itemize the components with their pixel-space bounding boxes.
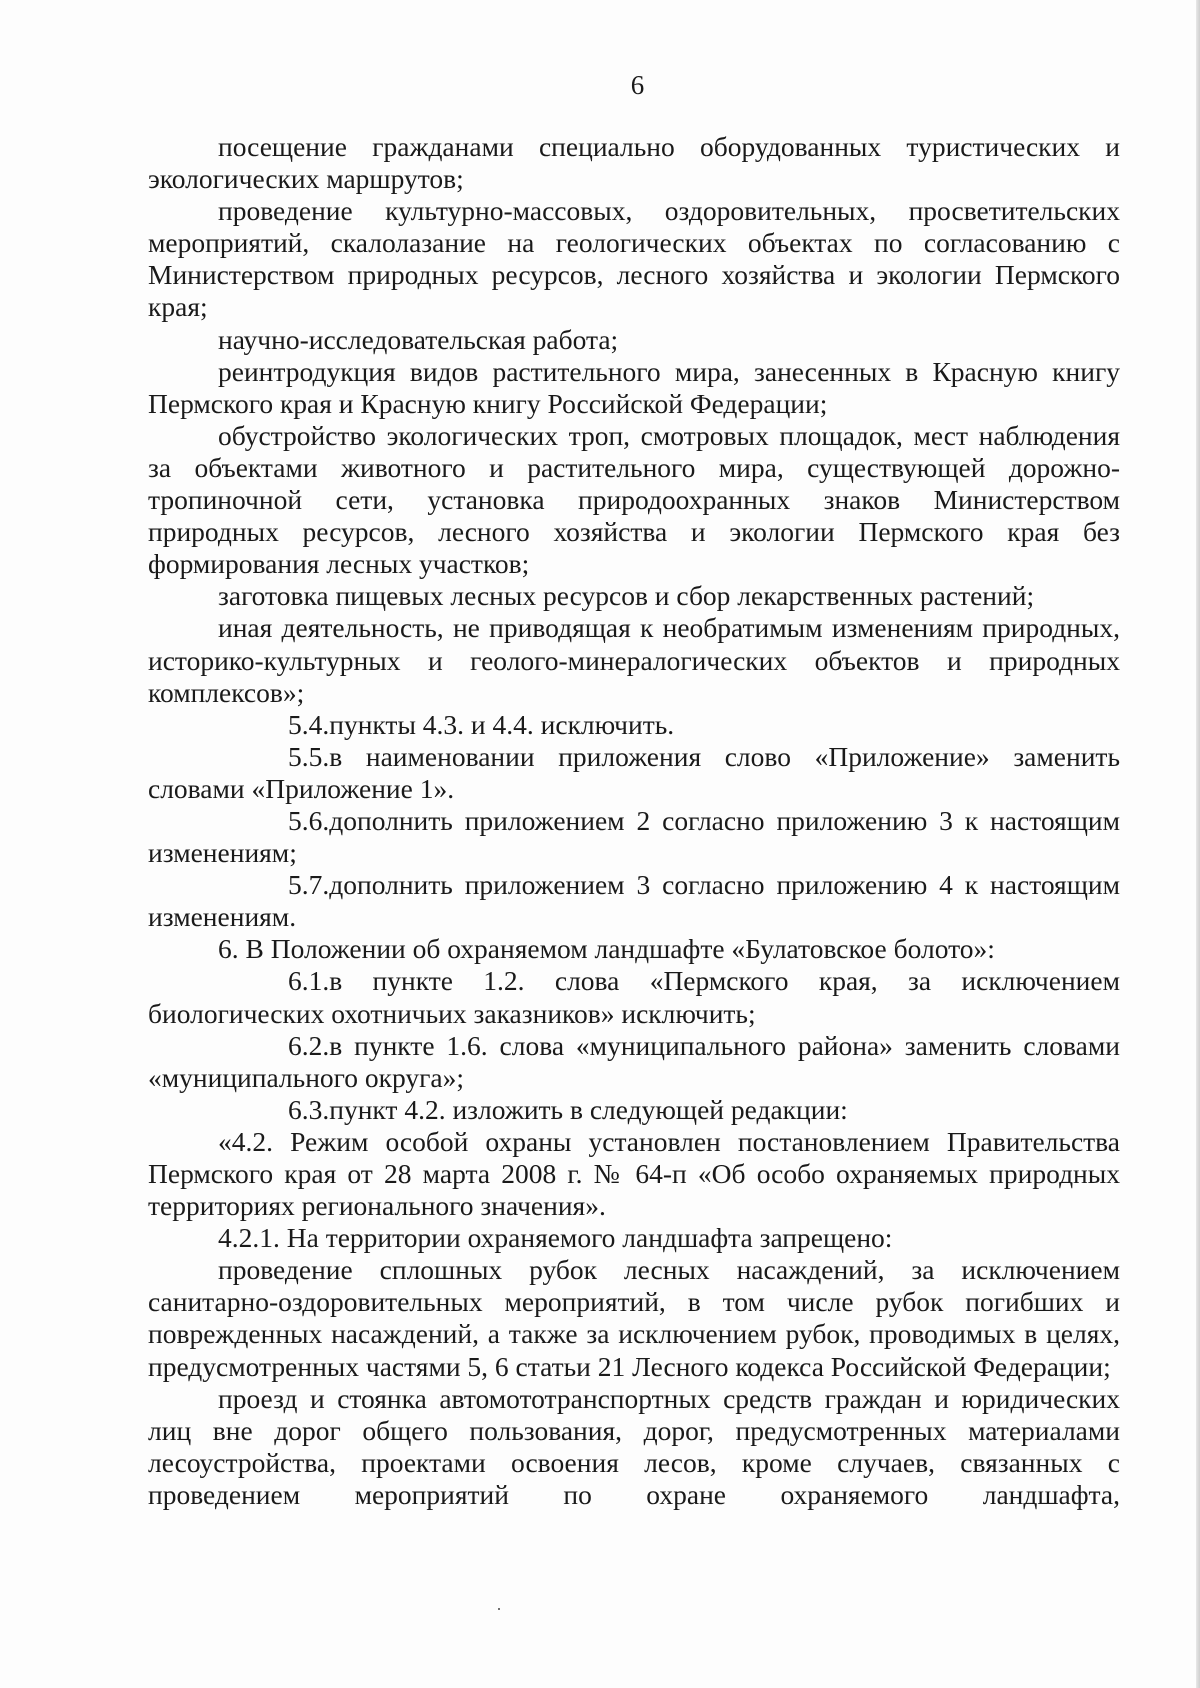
paragraph-number: 5.4. — [288, 708, 330, 740]
paragraph-text: посещение гражданами специально оборудованных туристических и экологических маршрутов; — [148, 131, 1120, 195]
paragraph-text: в наименовании приложения слово «Приложение» заменить словами «Приложение 1». — [148, 740, 1120, 804]
paragraph-text: проведение сплошных рубок лесных насаждений, за исключением санитарно-оздоровительных мероприятий, в том числе рубок погибших и поврежденных насаждений, а также за исключением рубок, проводимых в целях, предусмотренных частями 5, 6 статьи 21 Лесного кодекса Российской Федерации; — [148, 1254, 1120, 1382]
paragraph-number: 6.1. — [288, 965, 330, 997]
paragraph — [148, 195, 1120, 323]
paragraph-text: дополнить приложением 2 согласно приложению 3 к настоящим изменениям; — [148, 804, 1120, 869]
paragraph — [148, 1254, 1120, 1382]
paragraph-text: научно-исследовательская работа; — [218, 323, 619, 355]
paragraph-text: проведение культурно-массовых, оздоровительных, просветительских мероприятий, скалолазание на геологических объектах по согласованию с Министерством природных ресурсов, лесного хозяйства и экологии Пермского края; — [148, 195, 1120, 323]
paragraph — [148, 131, 1120, 195]
paragraph-number: 5.6. — [288, 804, 330, 836]
paragraph-text: заготовка пищевых лесных ресурсов и сбор лекарственных растений; — [218, 580, 1035, 612]
paragraph — [148, 356, 1120, 420]
paragraph — [148, 612, 1120, 708]
paragraph-text: проезд и стоянка автомототранспортных средств граждан и юридических лиц вне дорог общего пользования, дорог, предусмотренных материалами лесоустройства, проектами освоения лесов, кроме случаев, связанных с проведением мероприятий по охране охраняемого ландшафта, — [148, 1382, 1120, 1510]
numbered-paragraph-6-1 — [148, 965, 1120, 1029]
paragraph-text: дополнить приложением 3 согласно приложению 4 к настоящим изменениям. — [148, 869, 1120, 933]
paragraph — [148, 1222, 1120, 1254]
paragraph-number: 6.2. — [288, 1029, 330, 1061]
paragraph — [148, 420, 1120, 580]
paragraph-text: в пункте 1.6. слова «муниципального района» заменить словами «муниципального округа»; — [148, 1029, 1120, 1093]
paragraph — [148, 1126, 1120, 1222]
paragraph-number: 5.7. — [288, 869, 330, 901]
numbered-paragraph-6-3 — [148, 1094, 1120, 1126]
paragraph-number: 5.5. — [288, 740, 330, 772]
numbered-paragraph-6-2 — [148, 1030, 1120, 1094]
paragraph-text: пункт 4.2. изложить в следующей редакции: — [329, 1093, 848, 1125]
numbered-paragraph-5-4 — [148, 709, 1120, 741]
paragraph-text: «4.2. Режим особой охраны установлен постановлением Правительства Пермского края от 28 марта 2008 г. № 64-п «Об особо охраняемых природных территориях регионального значения». — [148, 1125, 1120, 1222]
section-heading-6 — [148, 933, 1120, 965]
scan-speck — [498, 1608, 500, 1610]
paragraph-text: пункты 4.3. и 4.4. исключить. — [329, 708, 675, 740]
numbered-paragraph-5-7 — [148, 869, 1120, 933]
scan-edge-shadow — [1196, 0, 1200, 1688]
numbered-paragraph-5-5 — [148, 741, 1120, 805]
paragraph-text: реинтродукция видов растительного мира, занесенных в Красную книгу Пермского края и Красную книгу Российской Федерации; — [148, 355, 1120, 419]
page-number: 6 — [630, 70, 645, 100]
paragraph-text: в пункте 1.2. слова «Пермского края, за исключением биологических охотничьих заказников» исключить; — [148, 965, 1120, 1029]
paragraph — [148, 1383, 1120, 1511]
paragraph-text: обустройство экологических троп, смотровых площадок, мест наблюдения за объектами животного и растительного мира, существующей дорожно-тропиночной сети, установка природоохранных знаков Министерством природных ресурсов, лесного хозяйства и экологии Пермского края без формирования лесных участков; — [148, 419, 1120, 580]
paragraph-text: 4.2.1. На территории охраняемого ландшафта запрещено: — [218, 1222, 893, 1254]
numbered-paragraph-5-6 — [148, 805, 1120, 869]
paragraph — [148, 580, 1120, 612]
document-body — [148, 131, 1120, 1511]
paragraph-number: 6.3. — [288, 1093, 330, 1125]
paragraph-text: иная деятельность, не приводящая к необратимым изменениям природных, историко-культурных и геолого-минералогических объектов и природных комплексов»; — [148, 612, 1120, 708]
paragraph-text: 6. В Положении об охраняемом ландшафте «Булатовское болото»: — [218, 933, 995, 965]
paragraph — [148, 324, 1120, 356]
